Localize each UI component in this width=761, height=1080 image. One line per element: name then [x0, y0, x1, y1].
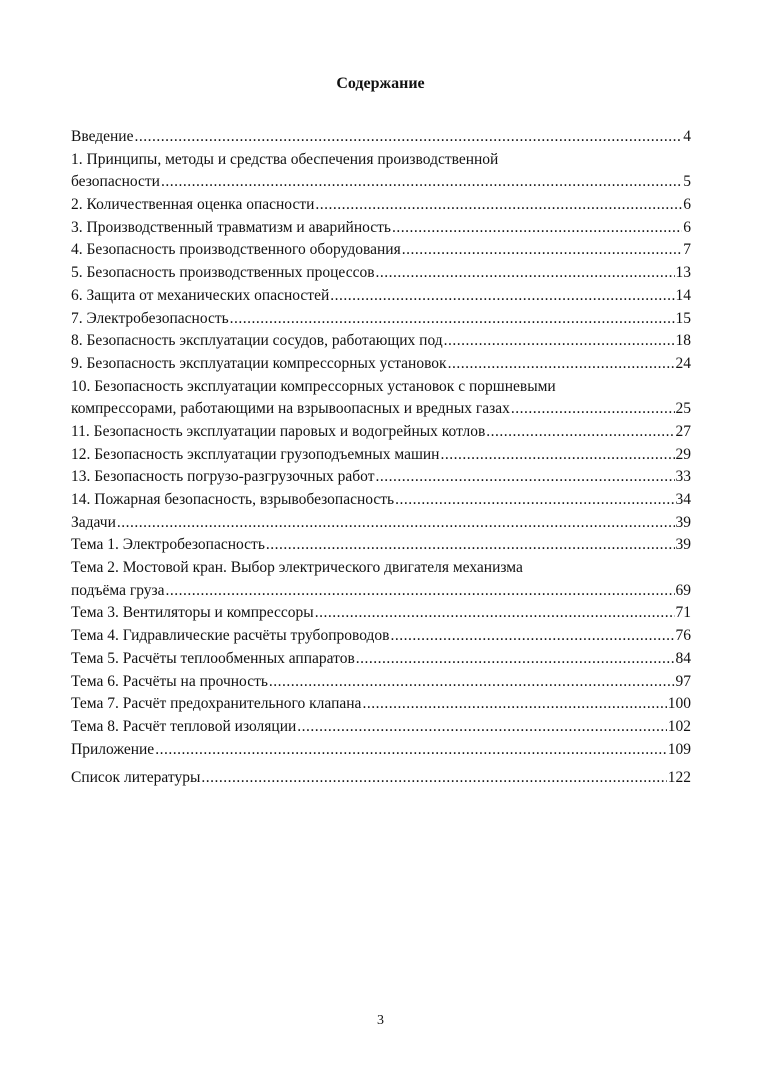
toc-leader-dots — [444, 330, 675, 353]
toc-entry[interactable] — [71, 353, 691, 376]
toc-entry-title: 12. Безопасность эксплуатации грузоподъемных машин — [71, 445, 440, 463]
toc-entry-page: 14 — [675, 286, 691, 304]
toc-entry-title: Тема 7. Расчёт предохранительного клапана — [71, 695, 362, 713]
toc-entry-page: 18 — [675, 332, 691, 350]
toc-entry-title: 9. Безопасность эксплуатации компрессорных установок — [71, 354, 447, 372]
toc-leader-dots — [266, 534, 675, 557]
toc-entry[interactable] — [71, 716, 691, 739]
toc-entry-title: 6. Защита от механических опасностей — [71, 286, 330, 304]
toc-entry-title: Тема 3. Вентиляторы и компрессоры — [71, 604, 314, 622]
toc-entry-page: 76 — [675, 627, 691, 645]
toc-leader-dots — [134, 126, 682, 149]
toc-entry-title: 14. Пожарная безопасность, взрывобезопасность — [71, 491, 395, 508]
toc-entry[interactable] — [71, 149, 691, 194]
toc-entry-title: 5. Безопасность производственных процессов — [71, 264, 375, 282]
toc-entry-page: 102 — [667, 717, 691, 735]
toc-entry-page: 6 — [683, 196, 691, 214]
toc-leader-dots — [315, 194, 682, 217]
toc-leader-dots — [440, 444, 674, 467]
toc-leader-dots — [117, 512, 675, 535]
toc-entry[interactable] — [71, 557, 691, 602]
toc-leader-dots — [402, 239, 683, 262]
toc-entry[interactable] — [71, 534, 691, 557]
toc-entry-page: 122 — [667, 769, 691, 787]
toc-entry-page: 6 — [683, 218, 691, 236]
toc-leader-dots — [330, 285, 674, 308]
page-number: 3 — [377, 1013, 384, 1028]
toc-entry-page: 13 — [675, 264, 691, 282]
toc-entry-title: 4. Безопасность производственного оборудования — [71, 241, 401, 259]
toc-entry-page: 24 — [675, 354, 691, 372]
toc-entry-title: Список литературы — [71, 769, 201, 787]
toc-entry-title: Тема 1. Электробезопасность — [71, 536, 265, 554]
toc-entry-page: 69 — [675, 581, 691, 599]
table-of-contents — [71, 126, 691, 790]
toc-entry-title: 8. Безопасность эксплуатации сосудов, работающих под — [71, 332, 443, 350]
toc-entry-title: Тема 4. Гидравлические расчёты трубопроводов — [71, 627, 390, 645]
toc-entry-page: 39 — [675, 513, 691, 531]
toc-leader-dots — [392, 217, 682, 240]
toc-leader-dots — [166, 580, 675, 603]
toc-entry-title: Тема 6. Расчёты на прочность — [71, 672, 268, 690]
toc-entry-title: Приложение — [71, 740, 155, 758]
toc-leader-dots — [375, 466, 674, 489]
toc-leader-dots — [230, 308, 675, 331]
toc-entry-title: 13. Безопасность погрузо-разгрузочных работ — [71, 468, 375, 486]
toc-entry-first-line: 10. Безопасность эксплуатации компрессорных установок с поршневыми — [71, 377, 556, 395]
toc-entry-page: 25 — [675, 400, 691, 418]
toc-entry-first-line: Тема 2. Мостовой кран. Выбор электрического двигателя механизма — [71, 559, 523, 577]
toc-entry[interactable] — [71, 444, 691, 467]
toc-entry-title: Тема 5. Расчёты теплообменных аппаратов — [71, 649, 355, 667]
toc-entry-page: 34 — [675, 491, 691, 508]
toc-leader-dots — [390, 625, 674, 648]
toc-entry[interactable] — [71, 194, 691, 217]
toc-entry-page: 33 — [675, 468, 691, 486]
toc-entry-title: Введение — [71, 128, 134, 145]
page-title: Содержание — [336, 75, 425, 92]
toc-leader-dots — [376, 262, 675, 285]
toc-entry[interactable] — [71, 489, 691, 512]
toc-entry-title: Задачи — [71, 513, 116, 531]
toc-leader-dots — [297, 716, 666, 739]
toc-entry[interactable] — [71, 330, 691, 353]
toc-leader-dots — [448, 353, 675, 376]
toc-leader-dots — [201, 767, 666, 790]
toc-entry-page: 7 — [683, 241, 691, 259]
toc-entry[interactable] — [71, 512, 691, 535]
toc-entry-page: 15 — [675, 309, 691, 327]
toc-entry-page: 29 — [675, 445, 691, 463]
toc-entry-title: 3. Производственный травматизм и аварийность — [71, 218, 391, 236]
toc-entry[interactable] — [71, 767, 691, 790]
toc-entry[interactable] — [71, 625, 691, 648]
toc-entry-page: 97 — [675, 672, 691, 690]
toc-leader-dots — [395, 489, 674, 512]
toc-entry[interactable] — [71, 693, 691, 716]
toc-entry-title: компрессорами, работающими на взрывоопасных и вредных газах — [71, 400, 510, 418]
toc-entry-page: 27 — [675, 422, 691, 440]
toc-entry[interactable] — [71, 308, 691, 331]
toc-entry[interactable] — [71, 126, 691, 149]
toc-entry-title: 11. Безопасность эксплуатации паровых и водогрейных котлов — [71, 422, 486, 440]
toc-entry[interactable] — [71, 376, 691, 421]
toc-entry-title: Тема 8. Расчёт тепловой изоляции — [71, 717, 297, 735]
toc-leader-dots — [511, 398, 675, 421]
toc-entry[interactable] — [71, 262, 691, 285]
toc-entry-title: 7. Электробезопасность — [71, 309, 229, 327]
toc-entry[interactable] — [71, 217, 691, 240]
toc-entry-title: подъёма груза — [71, 581, 165, 599]
toc-leader-dots — [486, 421, 674, 444]
toc-entry[interactable] — [71, 421, 691, 444]
toc-entry-page: 100 — [667, 695, 691, 713]
toc-leader-dots — [155, 739, 667, 762]
toc-entry-page: 71 — [675, 604, 691, 622]
toc-entry-page: 4 — [683, 128, 691, 145]
toc-entry[interactable] — [71, 239, 691, 262]
toc-entry[interactable] — [71, 602, 691, 625]
toc-leader-dots — [269, 671, 675, 694]
toc-leader-dots — [315, 602, 675, 625]
toc-entry-title: безопасности — [71, 173, 160, 191]
toc-entry-first-line: 1. Принципы, методы и средства обеспечения производственной — [71, 150, 499, 168]
toc-entry-page: 39 — [675, 536, 691, 554]
toc-entry-page: 5 — [683, 173, 691, 191]
toc-entry[interactable] — [71, 671, 691, 694]
toc-leader-dots — [362, 693, 666, 716]
toc-entry[interactable] — [71, 648, 691, 671]
toc-entry-title: 2. Количественная оценка опасности — [71, 196, 315, 214]
toc-leader-dots — [161, 171, 682, 194]
toc-entry[interactable] — [71, 466, 691, 489]
toc-entry[interactable] — [71, 285, 691, 308]
toc-entry-page: 109 — [667, 740, 691, 758]
toc-entry[interactable] — [71, 739, 691, 762]
toc-entry-page: 84 — [675, 649, 691, 667]
toc-leader-dots — [356, 648, 675, 671]
